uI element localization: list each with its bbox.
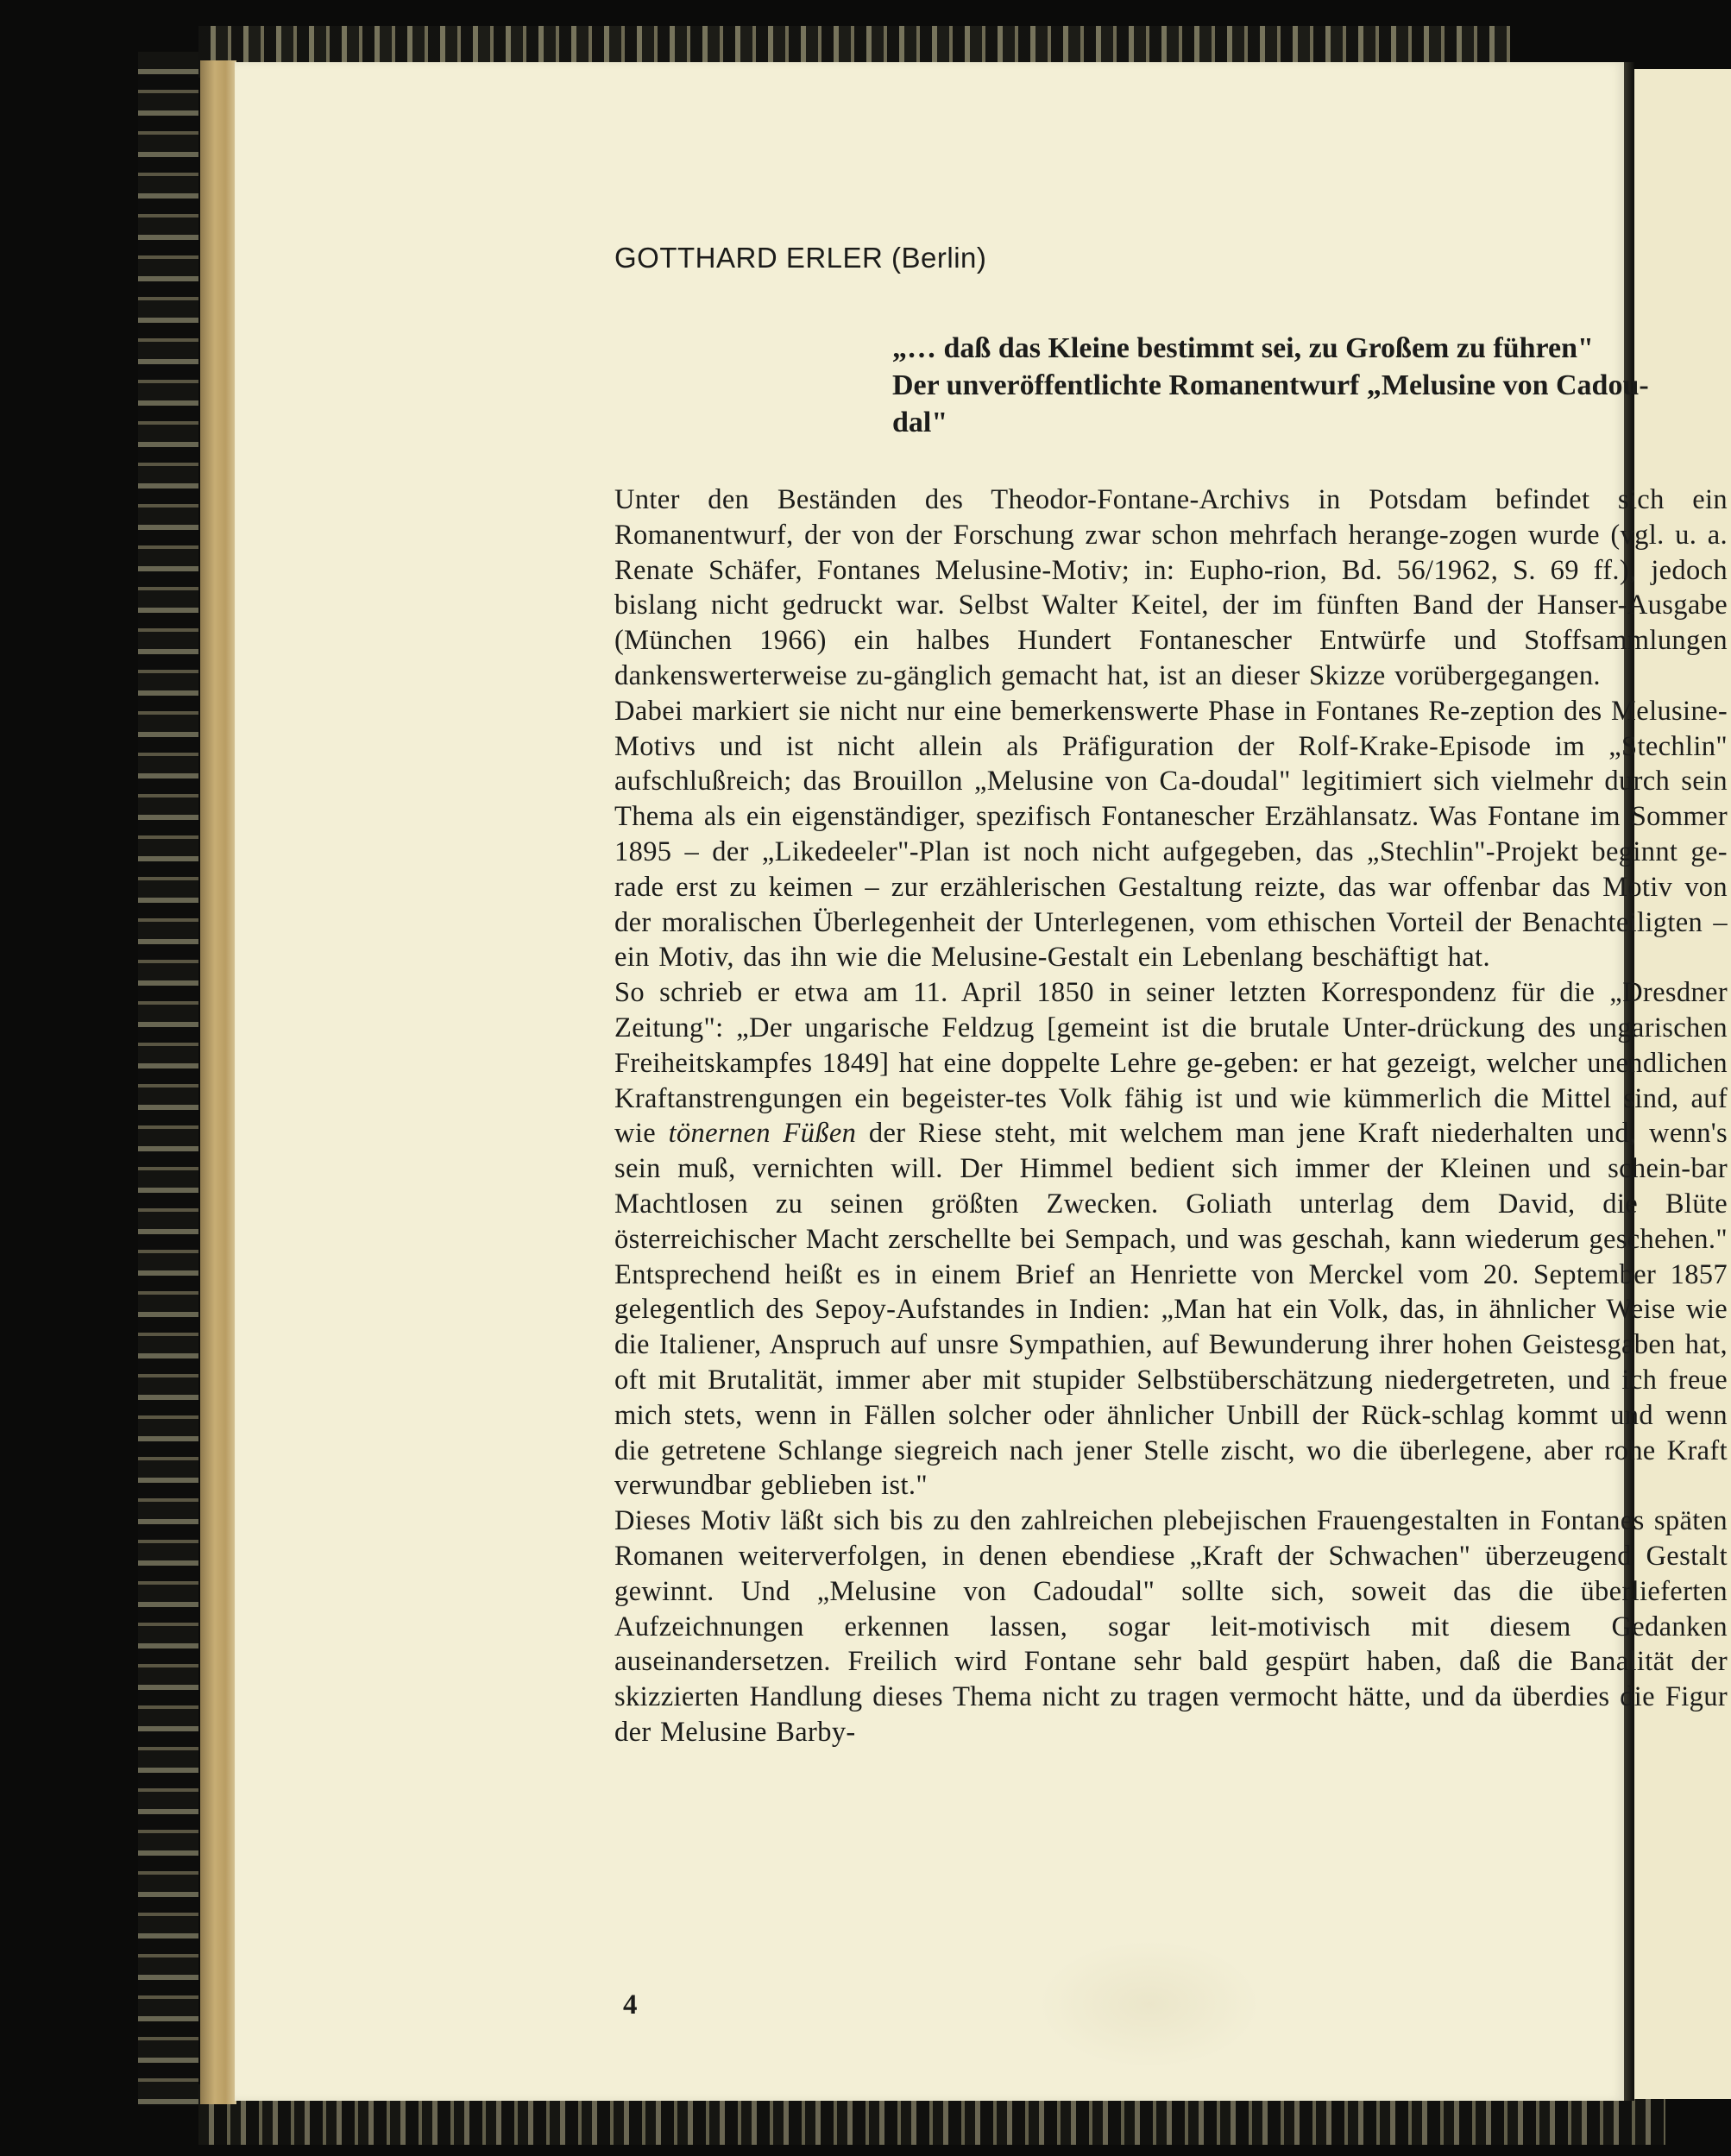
paragraph-3-part-b: der Riese steht, mit welchem man jene Kraft niederhalten und, wenn's sein muß, vernichten will. Der Himmel bedient sich immer der Kleinen und schein-bar Machtlosen zu seinen größten Zwecken. Goliath unterlag dem David, die Blüte österreichischer Macht zerschellte bei Sempach, und was geschah, kann wiederum geschehen." Entsprechend heißt es in einem Brief an Henriette von Merckel vom 20. September 1857 gelegentlich des Sepoy-Aufstandes in Indien: „Man hat ein Volk, das, in ähnlicher Weise wie die Italiener, Anspruch auf unsre Sympathien, auf Bewunderung ihrer hohen Geistesgaben hat, oft mit Brutalität, immer aber mit stupider Selbstüberschätzung niedergetreten, und ich freue mich stets, wenn in Fällen solcher oder ähnlicher Unbill der Rück-schlag kommt und wenn die getretene Schlange siegreich nach jener Stelle zischt, wo die überlegene, aber rohe Kraft verwundbar geblieben ist." xyxy=(614,1118,1728,1502)
author-line: GOTTHARD ERLER (Berlin) xyxy=(614,242,987,274)
page-number: 4 xyxy=(623,1989,638,2020)
page-edge xyxy=(200,60,236,2104)
paragraph-3-part-a: So schrieb er etwa am 11. April 1850 in seiner letzten Korrespondenz für die „Dresdner Zeitung": „Der ungarische Feldzug [gemeint ist die brutale Unter-drückung des ungarischen Freiheitskampfes 1849] hat eine doppelte Lehre ge-geben: er hat gezeigt, welcher unendlichen Kraftanstrengungen ein begeister-tes Volk fähig ist und wie kümmerlich die Mittel sind, auf wie xyxy=(614,977,1728,1150)
faint-library-stamp xyxy=(1037,1939,1262,2069)
paragraph-3-italic: tönernen Füßen xyxy=(668,1118,857,1150)
book-binding-left xyxy=(138,52,198,2106)
article-body xyxy=(614,482,1728,1750)
title-line-2: Der unveröffentlichte Romanentwurf „Melusine von Cadou- xyxy=(892,369,1649,401)
page-content xyxy=(235,62,1728,2101)
paragraph-4: Dieses Motiv läßt sich bis zu den zahlreichen plebejischen Frauengestalten in Fontanes späten Romanen weiterverfolgen, in denen ebendiese „Kraft der Schwachen" überzeugend Gestalt gewinnt. Und „Melusine von Cadoudal" sollte sich, soweit das die überlieferten Aufzeichnungen erkennen lassen, sogar leit-motivisch mit diesem Gedanken auseinandersetzen. Freilich wird Fontane sehr bald gespürt haben, daß die Banalität der skizzierten Handlung dieses Thema nicht zu tragen vermocht hätte, und da überdies die Figur der Melusine Barby- xyxy=(614,1505,1728,1748)
article-title xyxy=(892,330,1729,441)
paragraph-3 xyxy=(614,975,1728,1504)
book-page xyxy=(235,62,1728,2101)
paragraph-2: Dabei markiert sie nicht nur eine bemerkenswerte Phase in Fontanes Re-zeption des Melusine-Motivs und ist nicht allein als Präfiguration der Rolf-Krake-Episode im „Stechlin" aufschlußreich; das Brouillon „Melusine von Ca-doudal" legitimiert sich vielmehr durch sein Thema als ein eigenständiger, spezifisch Fontanescher Erzählansatz. Was Fontane im Sommer 1895 – der „Likedeeler"-Plan ist noch nicht aufgegeben, das „Stechlin"-Projekt beginnt ge-rade erst zu keimen – zur erzählerischen Gestaltung reizte, das war offenbar das Motiv von der moralischen Überlegenheit der Unterlegenen, vom ethischen Vorteil der Benachteiligten – ein Motiv, das ihn wie die Melusine-Gestalt ein Lebenlang beschäftigt hat. xyxy=(614,695,1728,974)
title-line-1: „… daß das Kleine bestimmt sei, zu Großem zu führen" xyxy=(892,332,1594,364)
paragraph-1: Unter den Beständen des Theodor-Fontane-Archivs in Potsdam befindet sich ein Romanentwurf, der von der Forschung zwar schon mehrfach herange-zogen wurde (vgl. u. a. Renate Schäfer, Fontanes Melusine-Motiv; in: Eupho-rion, Bd. 56/1962, S. 69 ff.), jedoch bislang nicht gedruckt war. Selbst Walter Keitel, der im fünften Band der Hanser-Ausgabe (München 1966) ein halbes Hundert Fontanescher Entwürfe und Stoffsammlungen dankenswerterweise zu-gänglich gemacht hat, ist an dieser Skizze vorübergegangen. xyxy=(614,484,1728,691)
title-line-3: dal" xyxy=(892,407,948,438)
